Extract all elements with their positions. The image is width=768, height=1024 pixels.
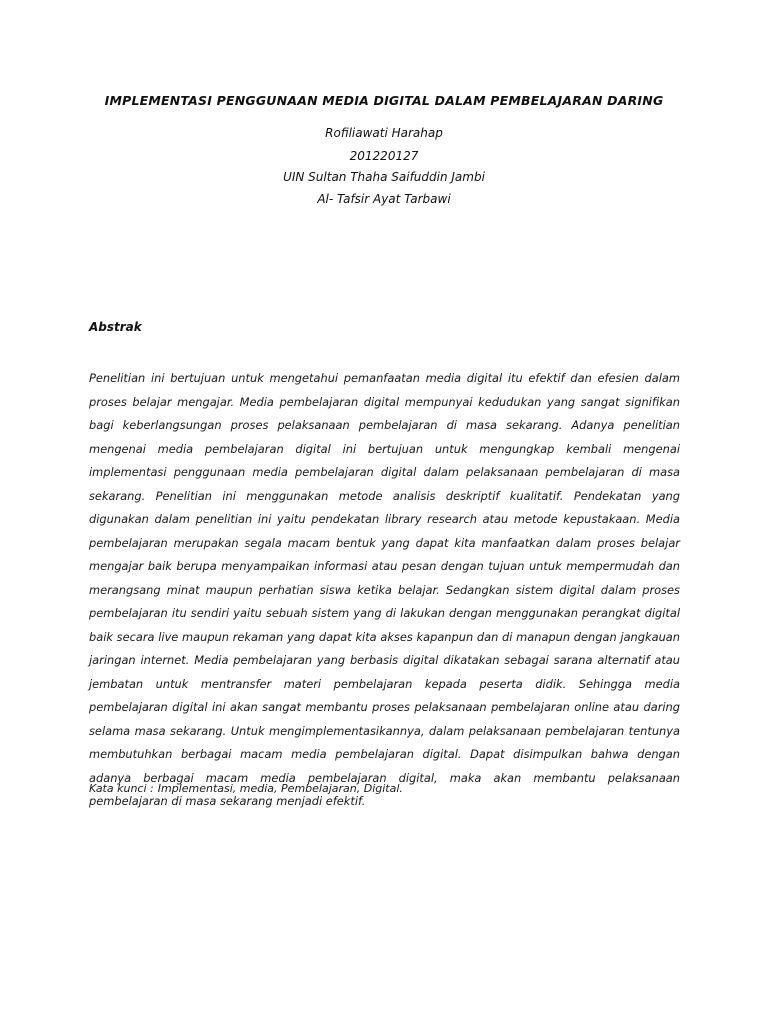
institution-name: UIN Sultan Thaha Saifuddin Jambi — [283, 170, 485, 184]
abstract-heading: Abstrak — [89, 320, 142, 334]
keywords-line — [89, 782, 403, 795]
keywords-label: Kata kunci : — [89, 782, 154, 795]
author-name: Rofiliawati Harahap — [325, 126, 443, 140]
abstract-body: Penelitian ini bertujuan untuk mengetahui pemanfaatan media digital itu efektif dan efesien dalam proses belajar mengajar. Media pembelajaran digital mempunyai kedudukan yang sangat signifikan bagi keberlangsungan proses pelaksanaan pembelajaran di masa sekarang. Adanya penelitian mengenai media pembelajaran digital ini bertujuan untuk mengungkap kembali mengenai implementasi penggunaan media pembelajaran digital dalam pelaksanaan pembelajaran di masa sekarang. Penelitian ini menggunakan metode analisis deskriptif kualitatif. Pendekatan yang digunakan dalam penelitian ini yaitu pendekatan library research atau metode kepustakaan. Media pembelajaran merupakan segala macam bentuk yang dapat kita manfaatkan dalam proses belajar mengajar baik berupa menyampaikan informasi atau pesan dengan tujuan untuk mempermudah dan merangsang minat maupun perhatian siswa ketika belajar. Sedangkan sistem digital dalam proses pembelajaran itu sendiri yaitu sebuah sistem yang di lakukan dengan menggunakan perangkat digital baik secara live maupun rekaman yang dapat kita akses kapanpun dan di manapun dengan jangkauan jaringan internet. Media pembelajaran yang berbasis digital dikatakan sebagai sarana alternatif atau jembatan untuk mentransfer materi pembelajaran kepada peserta didik. Sehingga media pembelajaran digital ini akan sangat membantu proses pelaksanaan pembelajaran online atau daring selama masa sekarang. Untuk mengimplementasikannya, dalam pelaksanaan pembelajaran tentunya membutuhkan berbagai macam media pembelajaran digital. Dapat disimpulkan bahwa dengan adanya berbagai macam media pembelajaran digital, maka akan membantu pelaksanaan pembelajaran di masa sekarang menjadi efektif. — [89, 371, 680, 808]
document-title: IMPLEMENTASI PENGGUNAAN MEDIA DIGITAL DALAM PEMBELAJARAN DARING — [104, 93, 664, 108]
student-id: 201220127 — [349, 149, 419, 163]
course-name: Al- Tafsir Ayat Tarbawi — [317, 192, 451, 206]
keywords-list: Implementasi, media, Pembelajaran, Digital. — [157, 782, 403, 795]
